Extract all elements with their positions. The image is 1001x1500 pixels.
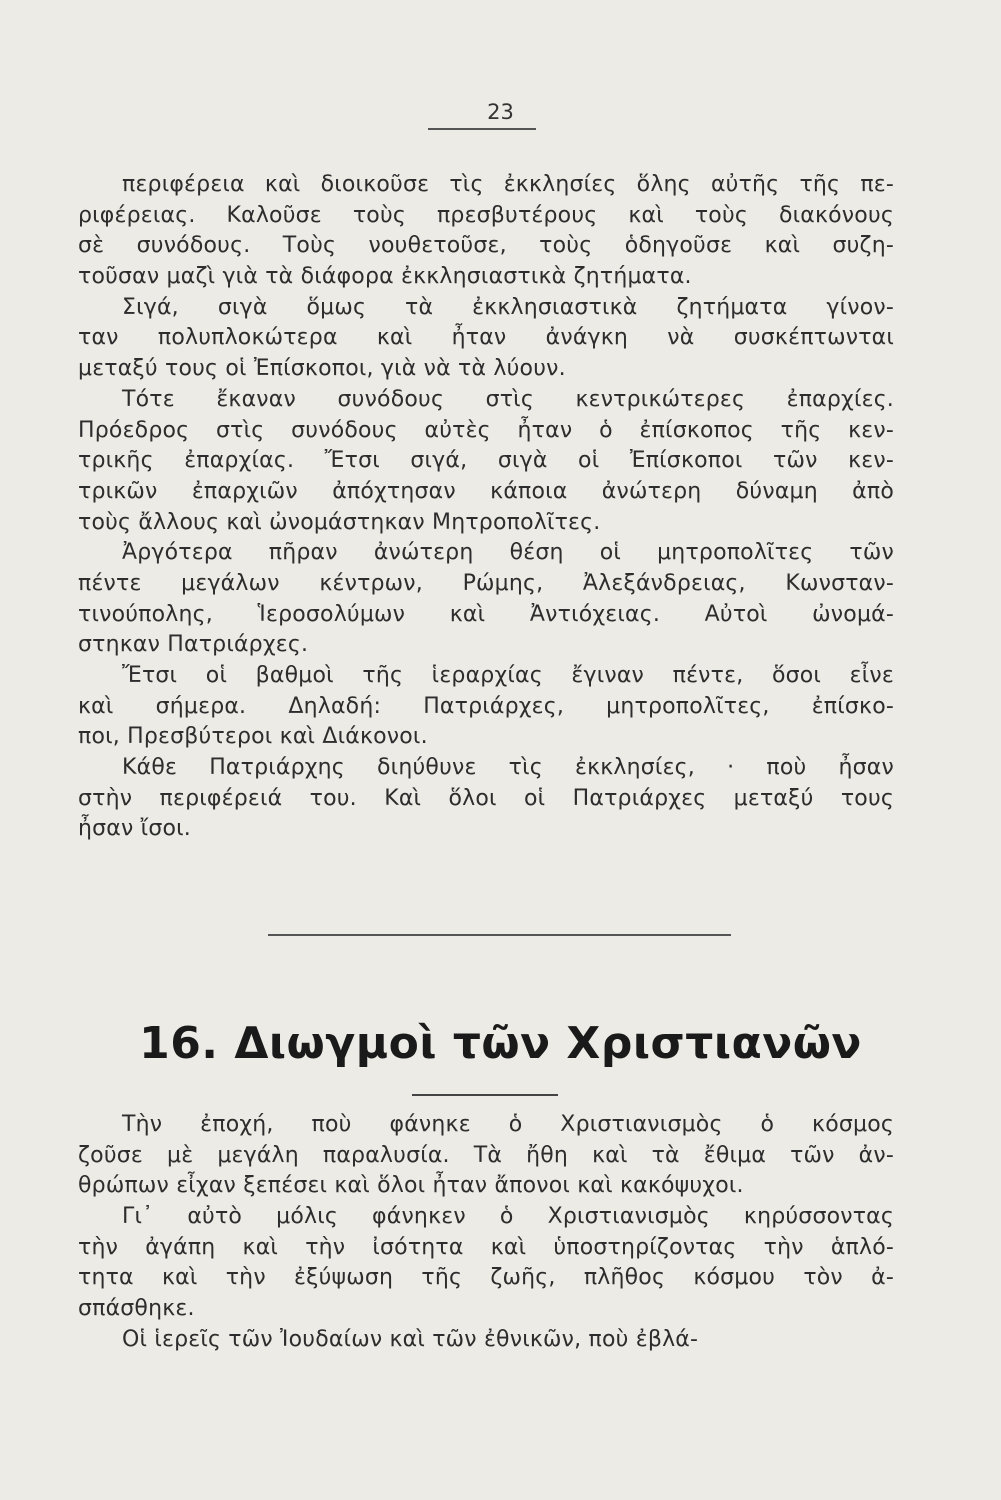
body-text-top: [78, 170, 894, 845]
page-number-rule: [428, 128, 536, 130]
text-line: πέντε μεγάλων κέντρων, Ρώμης, Ἀλεξάνδρειας, Κωνσταν-: [78, 570, 894, 596]
text-line: θρώπων εἶχαν ξεπέσει καὶ ὅλοι ἦταν ἄπονοι καὶ κακόψυχοι.: [78, 1173, 744, 1199]
text-line: τοὺς ἄλλους καὶ ὠνομάστηκαν Μητροπολῖτες.: [78, 509, 601, 535]
text-line: Ἀργότερα πῆραν ἀνώτερη θέση οἱ μητροπολῖτες τῶν: [122, 540, 894, 566]
text-line: Σιγά, σιγὰ ὅμως τὰ ἐκκλησιαστικὰ ζητήματα γίνον-: [122, 294, 894, 320]
section-divider: [268, 934, 731, 936]
text-line: Κάθε Πατριάρχης διηύθυνε τὶς ἐκκλησίες, · ποὺ ἦσαν: [122, 755, 894, 781]
section-title: 16. Διωγμοὶ τῶν Χριστιανῶν: [139, 1018, 862, 1069]
text-line: περιφέρεια καὶ διοικοῦσε τὶς ἐκκλησίες ὅλης αὐτῆς τῆς πε-: [122, 172, 894, 197]
title-underline: [412, 1094, 558, 1096]
text-line: Οἱ ἱερεῖς τῶν Ἰουδαίων καὶ τῶν ἐθνικῶν, ποὺ ἐβλά-: [122, 1326, 699, 1352]
text-line: ἦσαν ἴσοι.: [78, 816, 191, 842]
text-line: ποι, Πρεσβύτεροι καὶ Διάκονοι.: [78, 724, 428, 750]
body-text-bottom: [78, 1110, 894, 1356]
text-line: ταν πολυπλοκώτερα καὶ ἦταν ἀνάγκη νὰ συσκέπτωνται: [78, 325, 894, 351]
text-line: τινούπολης, Ἱεροσολύμων καὶ Ἀντιόχειας. Αὐτοὶ ὠνομά-: [78, 601, 894, 627]
text-line: τρικῶν ἐπαρχιῶν ἀπόχτησαν κάποια ἀνώτερη δύναμη ἀπὸ: [78, 478, 894, 504]
text-line: Τὴν ἐποχή, ποὺ φάνηκε ὁ Χριστιανισμὸς ὁ κόσμος: [122, 1112, 894, 1137]
text-line: Γι᾽ αὐτὸ μόλις φάνηκεν ὁ Χριστιανισμὸς κηρύσσοντας: [122, 1204, 894, 1230]
text-line: Πρόεδρος στὶς συνόδους αὐτὲς ἦταν ὁ ἐπίσκοπος τῆς κεν-: [78, 417, 894, 443]
text-line: τρικῆς ἐπαρχίας. Ἔτσι σιγά, σιγὰ οἱ Ἐπίσκοποι τῶν κεν-: [78, 448, 894, 474]
text-line: στὴν περιφέρειά του. Καὶ ὅλοι οἱ Πατριάρχες μεταξύ τους: [78, 785, 894, 811]
text-line: ζοῦσε μὲ μεγάλη παραλυσία. Τὰ ἤθη καὶ τὰ ἔθιμα τῶν ἀν-: [78, 1142, 894, 1168]
text-line: τητα καὶ τὴν ἐξύψωση τῆς ζωῆς, πλῆθος κόσμου τὸν ἀ-: [78, 1265, 894, 1291]
text-line: Τότε ἔκαναν συνόδους στὶς κεντρικώτερες ἐπαρχίες.: [122, 386, 894, 412]
text-line: σὲ συνόδους. Τοὺς νουθετοῦσε, τοὺς ὁδηγοῦσε καὶ συζη-: [78, 233, 894, 259]
text-line: τὴν ἀγάπη καὶ τὴν ἰσότητα καὶ ὑποστηρίζοντας τὴν ἁπλό-: [78, 1234, 894, 1260]
text-line: ριφέρειας. Καλοῦσε τοὺς πρεσβυτέρους καὶ τοὺς διακόνους: [78, 202, 894, 228]
text-line: καὶ σήμερα. Δηλαδή: Πατριάρχες, μητροπολῖτες, ἐπίσκο-: [78, 693, 894, 719]
page-number: 23: [487, 100, 514, 124]
text-line: τοῦσαν μαζὶ γιὰ τὰ διάφορα ἐκκλησιαστικὰ ζητήματα.: [78, 264, 692, 290]
text-line: στηκαν Πατριάρχες.: [78, 632, 309, 658]
text-line: Ἔτσι οἱ βαθμοὶ τῆς ἱεραρχίας ἔγιναν πέντε, ὅσοι εἶνε: [122, 663, 894, 688]
text-line: σπάσθηκε.: [78, 1296, 195, 1322]
text-line: μεταξύ τους οἱ Ἐπίσκοποι, γιὰ νὰ τὰ λύουν.: [78, 356, 566, 382]
